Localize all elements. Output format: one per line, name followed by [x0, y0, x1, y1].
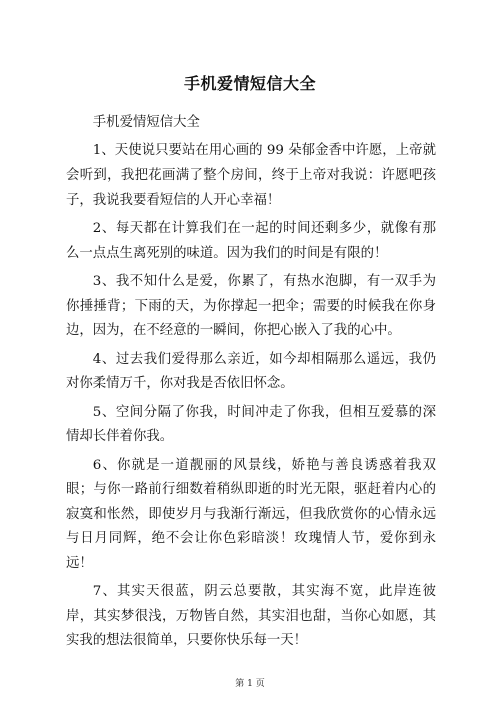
document-title: 手机爱情短信大全 — [183, 74, 316, 93]
paragraph-subtitle: 手机爱情短信大全 — [92, 115, 200, 130]
paragraph-1: 1、天使说只要站在用心画的 99 朵郁金香中许愿，上帝就会听到，我把花画满了整个房间，终于上帝对我说：许愿吧孩子，我说我要看短信的人开心幸福！ — [66, 143, 436, 208]
paragraph-6: 6、你就是一道靓丽的风景线，娇艳与善良诱惑着我双眼；与你一路前行细数着稍纵即逝的时光无限，驱赶着内心的寂寞和怅然，即使岁月与我渐行渐远，但我欣赏你的心情永远与日月同辉，绝不会让你色彩暗淡！玫瑰情人节，爱你到永远！ — [66, 457, 436, 571]
paragraph-3: 3、我不知什么是爱，你累了，有热水泡脚，有一双手为你捶捶背；下雨的天，为你撑起一把伞；需要的时候我在你身边，因为，在不经意的一瞬间，你把心嵌入了我的心中。 — [66, 273, 436, 339]
paragraph-5: 5、空间分隔了你我，时间冲走了你我，但相互爱慕的深情却长伴着你我。 — [66, 404, 436, 445]
page-number: 第 1 页 — [235, 679, 265, 689]
paragraph-2: 2、每天都在计算我们在一起的时间还剩多少，就像有那么一点点生离死别的味道。因为我们的时间是有限的！ — [66, 220, 436, 261]
document-body — [66, 111, 436, 658]
paragraph-4: 4、过去我们爱得那么亲近，如今却相隔那么遥远，我仍对你柔情万千，你对我是否依旧怀念。 — [66, 351, 436, 392]
paragraph-7: 7、其实天很蓝，阴云总要散，其实海不宽，此岸连彼岸，其实梦很浅，万物皆自然，其实泪也甜，当你心如愿，其实我的想法很简单，只要你快乐每一天！ — [66, 584, 436, 649]
